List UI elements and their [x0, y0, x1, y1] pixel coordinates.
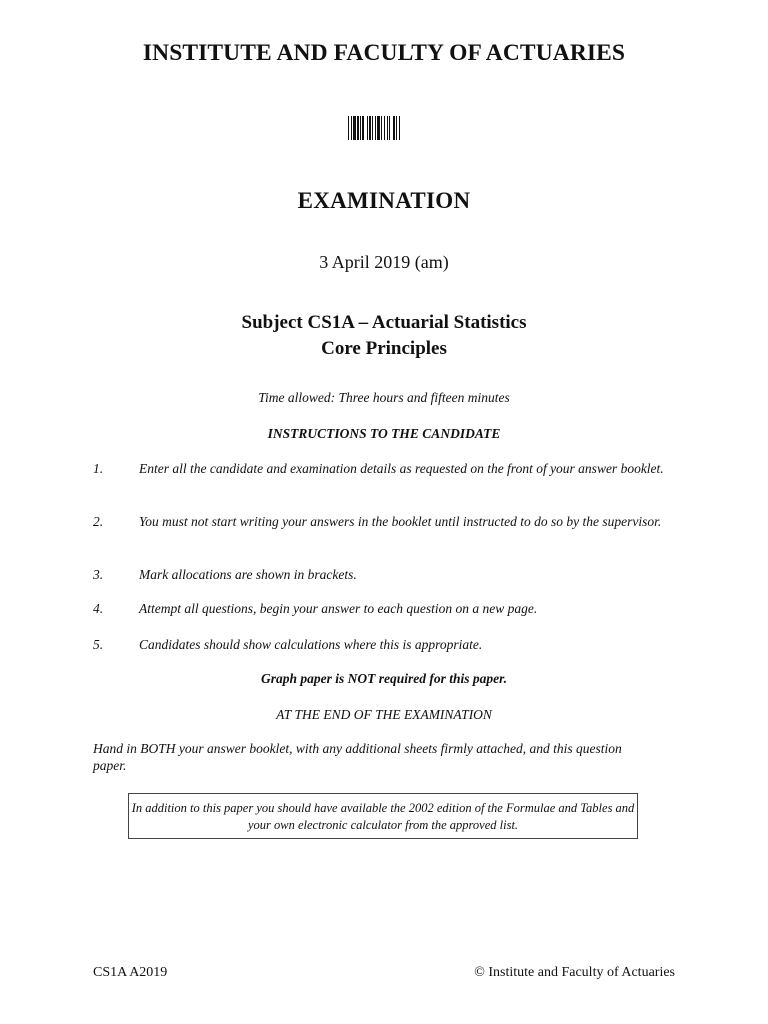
- subject-title: Subject CS1A – Actuarial Statistics: [241, 312, 527, 333]
- instruction-text: Attempt all questions, begin your answer to each question on a new page.: [139, 601, 538, 616]
- instruction-number: 1.: [93, 461, 104, 476]
- instruction-number: 2.: [93, 514, 104, 529]
- instruction-text: Mark allocations are shown in brackets.: [139, 567, 357, 582]
- instruction-number: 5.: [93, 637, 104, 652]
- footer-copyright: © Institute and Faculty of Actuaries: [474, 965, 675, 980]
- barcode-image: [348, 116, 421, 140]
- instruction-text: You must not start writing your answers in the booklet until instructed to do so by the supervisor.: [139, 514, 662, 529]
- exam-title: EXAMINATION: [297, 188, 471, 213]
- instructions-heading: INSTRUCTIONS TO THE CANDIDATE: [267, 426, 501, 441]
- institute-title: INSTITUTE AND FACULTY OF ACTUARIES: [142, 40, 626, 66]
- materials-notice-box: [128, 793, 638, 839]
- subject-subtitle: Core Principles: [321, 338, 447, 359]
- materials-notice-text: In addition to this paper you should have available the 2002 edition of the Formulae and Tables and your own electronic calculator from the approved list.: [131, 801, 635, 832]
- graph-paper-note: Graph paper is NOT required for this paper.: [260, 671, 508, 686]
- time-allowed: Time allowed: Three hours and fifteen minutes: [258, 390, 510, 405]
- instruction-number: 4.: [93, 601, 104, 616]
- instruction-number: 3.: [93, 567, 104, 582]
- exam-date: 3 April 2019 (am): [319, 252, 449, 272]
- instruction-text: Candidates should show calculations where this is appropriate.: [139, 637, 483, 652]
- instruction-text: Enter all the candidate and examination details as requested on the front of your answer booklet.: [139, 461, 664, 476]
- hand-in-instruction: Hand in BOTH your answer booklet, with any additional sheets firmly attached, and this question paper.: [93, 741, 622, 773]
- footer-paper-code: CS1A A2019: [93, 965, 168, 980]
- end-of-exam-heading: AT THE END OF THE EXAMINATION: [276, 707, 492, 722]
